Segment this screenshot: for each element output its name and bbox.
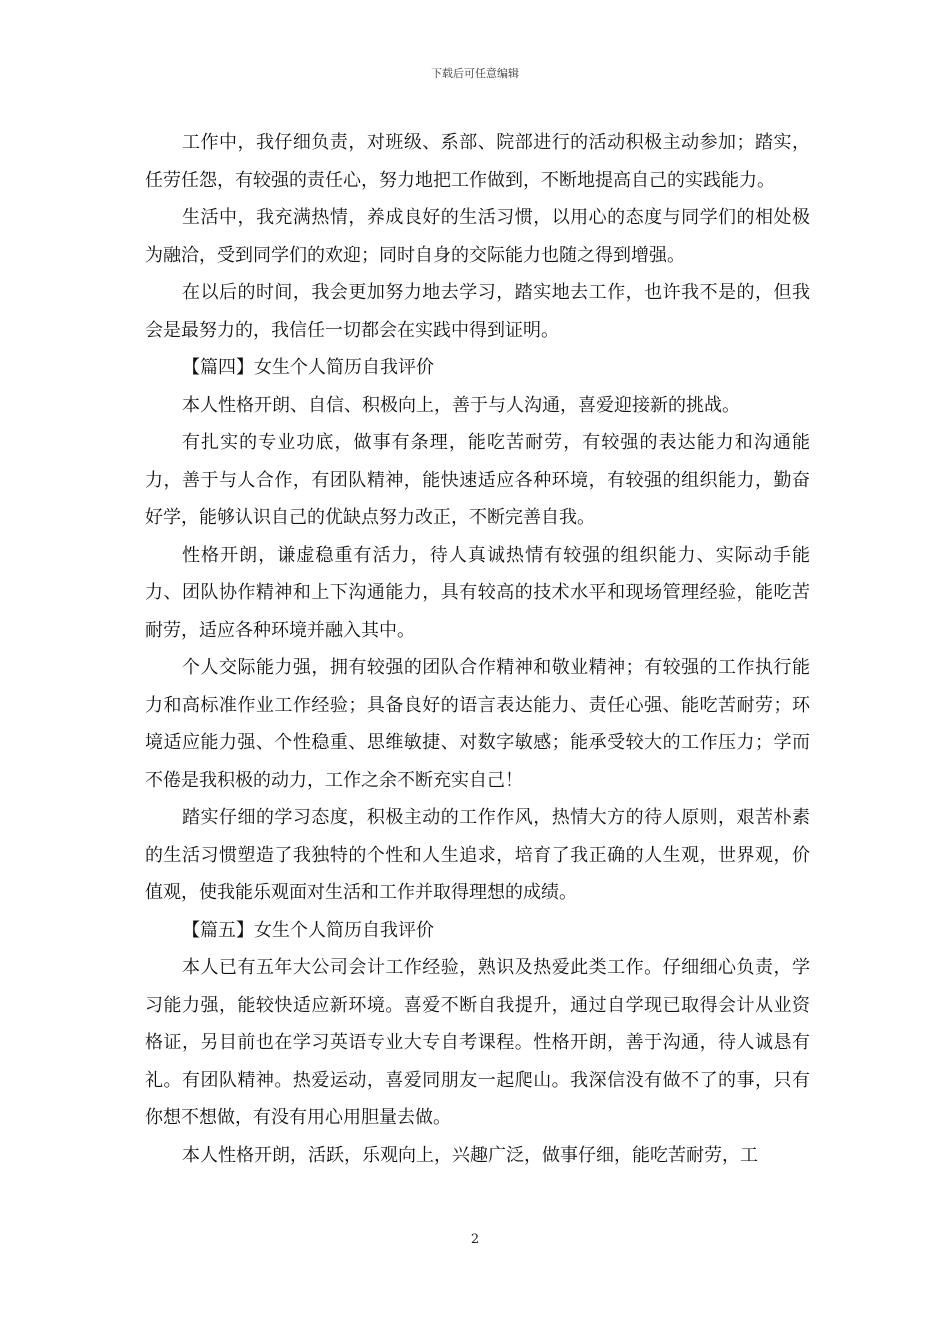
paragraph-character: 性格开朗，谦虚稳重有活力，待人真诚热情有较强的组织能力、实际动手能力、团队协作精神和上下沟通能力，具有较高的技术水平和现场管理经验，能吃苦耐劳，适应各种环境并融入其中。 bbox=[145, 544, 810, 641]
paragraph-personality: 本人性格开朗、自信、积极向上，善于与人沟通，喜爱迎接新的挑战。 bbox=[182, 394, 740, 416]
section-heading-5: 【篇五】女生个人简历自我评价 bbox=[182, 919, 434, 941]
paragraph-future: 在以后的时间，我会更加努力地去学习，踏实地去工作，也许我不是的，但我会是最努力的，我信任一切都会在实践中得到证明。 bbox=[145, 282, 810, 341]
page-number: 2 bbox=[470, 1232, 480, 1247]
paragraph-experience: 本人已有五年大公司会计工作经验，熟识及热爱此类工作。仔细细心负责，学习能力强，能较快适应新环境。喜爱不断自我提升，通过自学现已取得会计从业资格证，另目前也在学习英语专业大专自考课程。性格开朗，善于沟通，待人诚恳有礼。有团队精神。热爱运动，喜爱同朋友一起爬山。我深信没有做不了的事，只有你想不想做，有没有用心用胆量去做。 bbox=[145, 957, 810, 1128]
section-heading-4: 【篇四】女生个人简历自我评价 bbox=[182, 357, 434, 378]
body-text bbox=[145, 124, 810, 1174]
paragraph-continued: 本人性格开朗，活跃，乐观向上，兴趣广泛，做事仔细，能吃苦耐劳，工 bbox=[182, 1144, 758, 1166]
paragraph-work: 工作中，我仔细负责，对班级、系部、院部进行的活动积极主动参加；踏实，任劳任怨，有较强的责任心，努力地把工作做到，不断地提高自己的实践能力。 bbox=[145, 132, 810, 191]
paragraph-life: 生活中，我充满热情，养成良好的生活习惯，以用心的态度与同学们的相处极为融洽，受到同学们的欢迎；同时自身的交际能力也随之得到增强。 bbox=[145, 207, 810, 266]
page-header: 下载后可任意编辑 bbox=[431, 67, 519, 80]
paragraph-attitude: 踏实仔细的学习态度，积极主动的工作作风，热情大方的待人原则，艰苦朴素的生活习惯塑造了我独特的个性和人生追求，培育了我正确的人生观，世界观，价值观，使我能乐观面对生活和工作并取得理想的成绩。 bbox=[145, 807, 810, 903]
paragraph-professional: 有扎实的专业功底，做事有条理，能吃苦耐劳，有较强的表达能力和沟通能力，善于与人合作，有团队精神，能快速适应各种环境，有较强的组织能力，勤奋好学，能够认识自己的优缺点努力改正，不断完善自我。 bbox=[145, 432, 810, 528]
paragraph-communication: 个人交际能力强，拥有较强的团队合作精神和敬业精神；有较强的工作执行能力和高标准作业工作经验；具备良好的语言表达能力、责任心强、能吃苦耐劳；环境适应能力强、个性稳重、思维敏捷、对数字敏感；能承受较大的工作压力；学而不倦是我积极的动力，工作之余不断充实自己！ bbox=[145, 657, 810, 791]
